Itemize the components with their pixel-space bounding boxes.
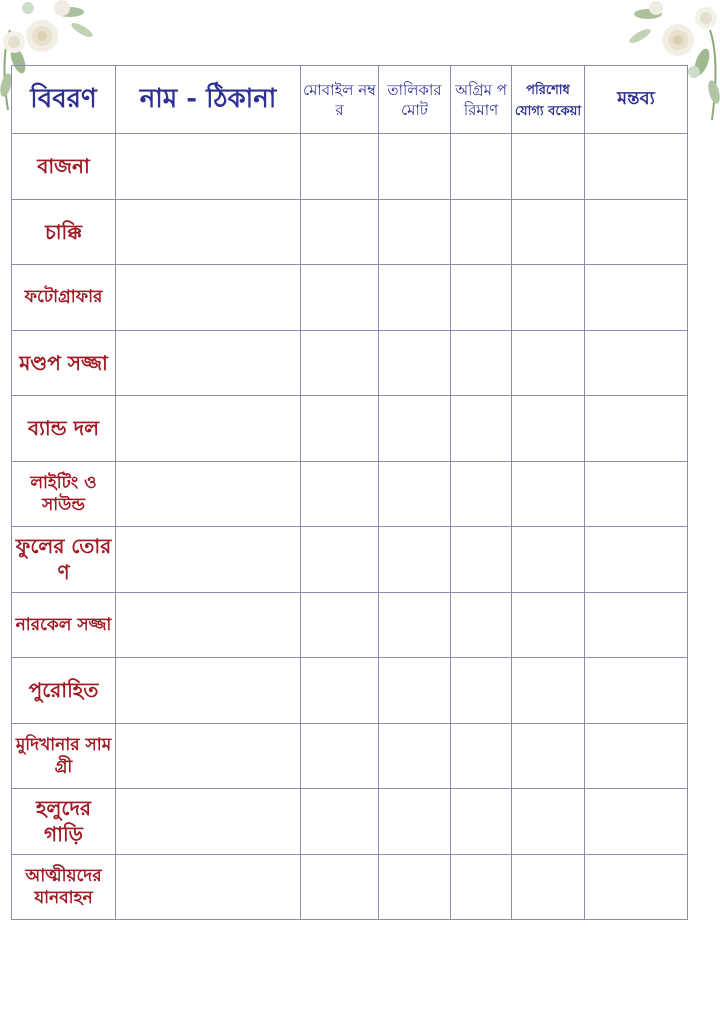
header-name-address: নাম - ঠিকানা [116,66,301,134]
wedding-vendor-table [11,65,688,920]
balance-due-cell[interactable] [512,134,585,200]
listed-total-cell[interactable] [379,396,451,462]
name-address-cell[interactable] [116,134,301,200]
table-row [12,723,688,789]
mobile-cell[interactable] [301,330,379,396]
header-balance-due: পরিশোধযোগ্য বকেয়া [512,66,585,134]
remarks-cell[interactable] [585,527,688,593]
header-mobile: মোবাইল নম্বর [301,66,379,134]
listed-total-cell[interactable] [379,723,451,789]
name-address-cell[interactable] [116,265,301,331]
name-address-cell[interactable] [116,658,301,724]
row-label-cell [12,789,116,855]
header-remarks: মন্তব্য [585,66,688,134]
table-row [12,330,688,396]
row-label-cell [12,527,116,593]
table-row [12,658,688,724]
header-advance: অগ্রিম পরিমাণ [451,66,512,134]
advance-cell[interactable] [451,461,512,527]
row-label-cell [12,461,116,527]
row-label: ফুলের তোরণ [15,534,112,585]
advance-cell[interactable] [451,527,512,593]
advance-cell[interactable] [451,199,512,265]
mobile-cell[interactable] [301,265,379,331]
row-label-cell [12,134,116,200]
row-label: মণ্ডপ সজ্জা [19,350,108,375]
row-label-cell [12,723,116,789]
table-row [12,199,688,265]
remarks-cell[interactable] [585,330,688,396]
remarks-cell[interactable] [585,265,688,331]
advance-cell[interactable] [451,265,512,331]
mobile-cell[interactable] [301,592,379,658]
advance-cell[interactable] [451,854,512,920]
table-header-row [12,66,688,134]
balance-due-cell[interactable] [512,789,585,855]
row-label: ফটোগ্রাফার [24,287,103,308]
mobile-cell[interactable] [301,396,379,462]
name-address-cell[interactable] [116,789,301,855]
mobile-cell[interactable] [301,461,379,527]
name-address-cell[interactable] [116,396,301,462]
advance-cell[interactable] [451,592,512,658]
remarks-cell[interactable] [585,658,688,724]
listed-total-cell[interactable] [379,265,451,331]
name-address-cell[interactable] [116,199,301,265]
balance-due-cell[interactable] [512,330,585,396]
header-listed-total: তালিকার মোট [379,66,451,134]
balance-due-cell[interactable] [512,527,585,593]
name-address-cell[interactable] [116,854,301,920]
mobile-cell[interactable] [301,723,379,789]
listed-total-cell[interactable] [379,658,451,724]
advance-cell[interactable] [451,789,512,855]
header-description: বিবরণ [12,66,116,134]
remarks-cell[interactable] [585,854,688,920]
name-address-cell[interactable] [116,330,301,396]
row-label: আত্মীয়দের যানবাহন [25,865,102,908]
table-row [12,527,688,593]
mobile-cell[interactable] [301,134,379,200]
remarks-cell[interactable] [585,461,688,527]
row-label: পুরোহিত [28,678,99,703]
row-label-cell [12,199,116,265]
row-label: চাক্কি [44,219,83,244]
listed-total-cell[interactable] [379,330,451,396]
table-row [12,396,688,462]
listed-total-cell[interactable] [379,134,451,200]
name-address-cell[interactable] [116,592,301,658]
row-label: ব্যান্ড দল [27,416,100,441]
name-address-cell[interactable] [116,527,301,593]
mobile-cell[interactable] [301,658,379,724]
row-label-cell [12,265,116,331]
mobile-cell[interactable] [301,199,379,265]
row-label: হলুদের গাড়ি [36,796,91,847]
remarks-cell[interactable] [585,592,688,658]
row-label: নারকেল সজ্জা [15,614,112,635]
table-row [12,265,688,331]
remarks-cell[interactable] [585,396,688,462]
remarks-cell[interactable] [585,723,688,789]
table-row [12,134,688,200]
balance-due-cell[interactable] [512,396,585,462]
row-label-cell [12,330,116,396]
table-row [12,592,688,658]
mobile-cell[interactable] [301,789,379,855]
advance-cell[interactable] [451,723,512,789]
advance-cell[interactable] [451,396,512,462]
balance-due-cell[interactable] [512,265,585,331]
listed-total-cell[interactable] [379,592,451,658]
advance-cell[interactable] [451,134,512,200]
row-label-cell [12,854,116,920]
mobile-cell[interactable] [301,854,379,920]
balance-due-cell[interactable] [512,461,585,527]
row-label-cell [12,658,116,724]
row-label: মুদিখানার সামগ্রী [15,734,112,777]
row-label-cell [12,396,116,462]
listed-total-cell[interactable] [379,461,451,527]
listed-total-cell[interactable] [379,527,451,593]
listed-total-cell[interactable] [379,854,451,920]
balance-due-cell[interactable] [512,658,585,724]
row-label: লাইটিং ও সাউন্ড [30,472,97,515]
listed-total-cell[interactable] [379,199,451,265]
remarks-cell[interactable] [585,789,688,855]
table-row [12,789,688,855]
row-label: বাজনা [37,154,90,179]
balance-due-cell[interactable] [512,592,585,658]
remarks-cell[interactable] [585,134,688,200]
row-label-cell [12,592,116,658]
advance-cell[interactable] [451,330,512,396]
name-address-cell[interactable] [116,723,301,789]
table-row [12,854,688,920]
advance-cell[interactable] [451,658,512,724]
remarks-cell[interactable] [585,199,688,265]
balance-due-cell[interactable] [512,723,585,789]
mobile-cell[interactable] [301,527,379,593]
table-row [12,461,688,527]
balance-due-cell[interactable] [512,854,585,920]
name-address-cell[interactable] [116,461,301,527]
listed-total-cell[interactable] [379,789,451,855]
balance-due-cell[interactable] [512,199,585,265]
